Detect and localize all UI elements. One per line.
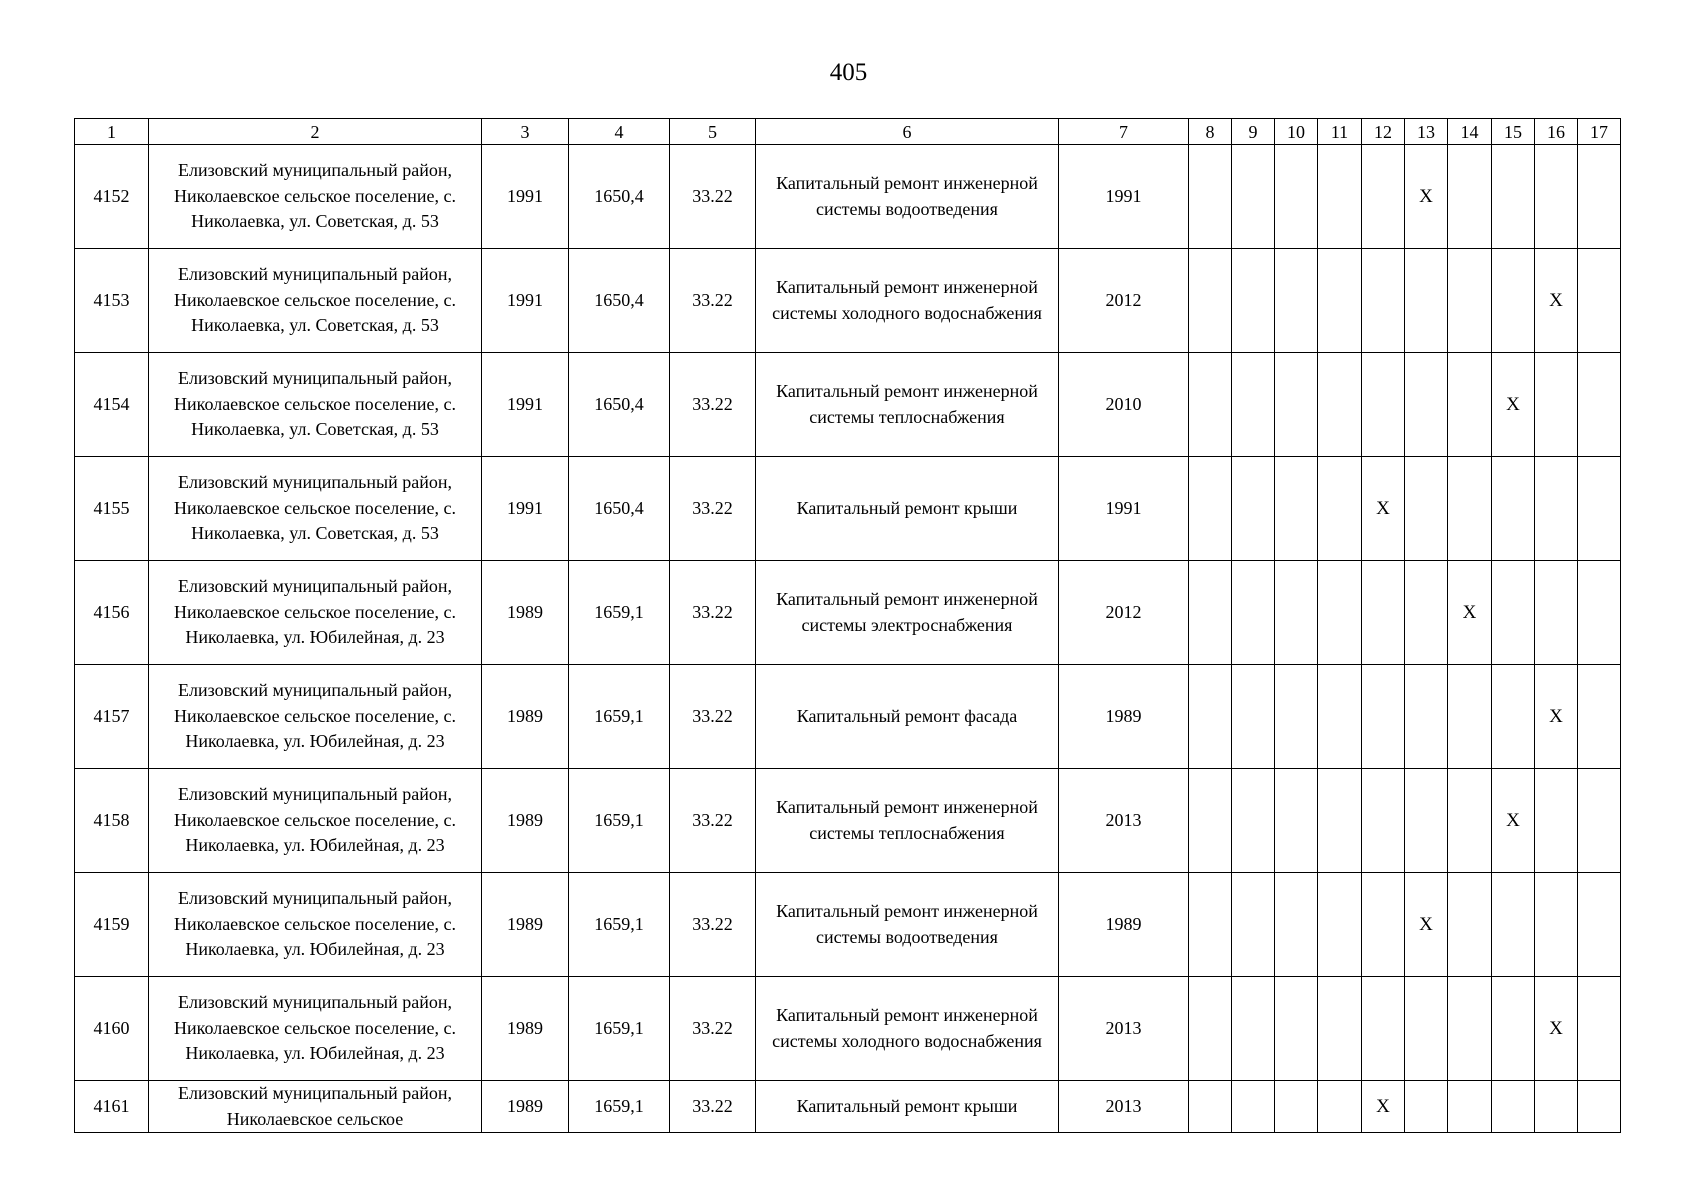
- mark-cell: X: [1448, 561, 1492, 665]
- mark-cell: X: [1535, 249, 1578, 353]
- year-built-cell: 1991: [482, 145, 569, 249]
- empty-cell-col-15: [1492, 977, 1535, 1081]
- empty-cell-col-17: [1578, 1081, 1621, 1133]
- column-header-7: 7: [1059, 119, 1189, 145]
- empty-cell-col-14: [1448, 145, 1492, 249]
- empty-cell-col-10: [1275, 665, 1318, 769]
- empty-cell-col-16: [1535, 561, 1578, 665]
- table-row: [75, 353, 1621, 457]
- work-type-cell: Капитальный ремонт инженерной системы холодного водоснабжения: [756, 249, 1059, 353]
- column-header-3: 3: [482, 119, 569, 145]
- empty-cell-col-15: [1492, 457, 1535, 561]
- work-type-cell: Капитальный ремонт крыши: [756, 457, 1059, 561]
- table-row: [75, 457, 1621, 561]
- empty-cell-col-9: [1232, 665, 1275, 769]
- empty-cell-col-16: [1535, 457, 1578, 561]
- column-header-9: 9: [1232, 119, 1275, 145]
- work-type-cell: Капитальный ремонт инженерной системы холодного водоснабжения: [756, 977, 1059, 1081]
- empty-cell-col-9: [1232, 249, 1275, 353]
- empty-cell-col-10: [1275, 977, 1318, 1081]
- area-cell: 1659,1: [569, 873, 670, 977]
- row-number-cell: 4156: [75, 561, 149, 665]
- empty-cell-col-9: [1232, 1081, 1275, 1133]
- empty-cell-col-10: [1275, 1081, 1318, 1133]
- empty-cell-col-15: [1492, 1081, 1535, 1133]
- code-cell: 33.22: [670, 769, 756, 873]
- code-cell: 33.22: [670, 1081, 756, 1133]
- empty-cell-col-17: [1578, 457, 1621, 561]
- column-header-6: 6: [756, 119, 1059, 145]
- empty-cell-col-17: [1578, 769, 1621, 873]
- year-built-cell: 1989: [482, 873, 569, 977]
- empty-cell-col-12: [1362, 873, 1405, 977]
- row-number-cell: 4161: [75, 1081, 149, 1133]
- year-built-cell: 1991: [482, 249, 569, 353]
- row-number-cell: 4160: [75, 977, 149, 1081]
- empty-cell-col-12: [1362, 769, 1405, 873]
- column-header-13: 13: [1405, 119, 1448, 145]
- work-type-cell: Капитальный ремонт фасада: [756, 665, 1059, 769]
- area-cell: 1650,4: [569, 249, 670, 353]
- empty-cell-col-15: [1492, 561, 1535, 665]
- work-type-cell: Капитальный ремонт инженерной системы теплоснабжения: [756, 769, 1059, 873]
- empty-cell-col-10: [1275, 249, 1318, 353]
- empty-cell-col-14: [1448, 769, 1492, 873]
- empty-cell-col-17: [1578, 145, 1621, 249]
- work-type-cell: Капитальный ремонт крыши: [756, 1081, 1059, 1133]
- year-built-cell: 1989: [482, 769, 569, 873]
- code-cell: 33.22: [670, 145, 756, 249]
- empty-cell-col-8: [1189, 977, 1232, 1081]
- address-cell: Елизовский муниципальный район, Николаевское сельское поселение, с. Николаевка, ул. Юбилейная, д. 23: [149, 769, 482, 873]
- table-row: [75, 873, 1621, 977]
- empty-cell-col-17: [1578, 873, 1621, 977]
- empty-cell-col-16: [1535, 353, 1578, 457]
- empty-cell-col-17: [1578, 249, 1621, 353]
- planned-year-cell: 1989: [1059, 873, 1189, 977]
- empty-cell-col-16: [1535, 873, 1578, 977]
- empty-cell-col-13: [1405, 561, 1448, 665]
- year-built-cell: 1991: [482, 353, 569, 457]
- empty-cell-col-14: [1448, 457, 1492, 561]
- planned-year-cell: 2010: [1059, 353, 1189, 457]
- column-header-1: 1: [75, 119, 149, 145]
- empty-cell-col-14: [1448, 977, 1492, 1081]
- area-cell: 1659,1: [569, 1081, 670, 1133]
- planned-year-cell: 1989: [1059, 665, 1189, 769]
- empty-cell-col-17: [1578, 977, 1621, 1081]
- empty-cell-col-13: [1405, 249, 1448, 353]
- empty-cell-col-15: [1492, 145, 1535, 249]
- empty-cell-col-14: [1448, 1081, 1492, 1133]
- area-cell: 1659,1: [569, 561, 670, 665]
- work-type-cell: Капитальный ремонт инженерной системы теплоснабжения: [756, 353, 1059, 457]
- mark-cell: X: [1405, 145, 1448, 249]
- empty-cell-col-8: [1189, 1081, 1232, 1133]
- empty-cell-col-9: [1232, 769, 1275, 873]
- column-header-11: 11: [1318, 119, 1362, 145]
- year-built-cell: 1991: [482, 457, 569, 561]
- empty-cell-col-11: [1318, 873, 1362, 977]
- code-cell: 33.22: [670, 249, 756, 353]
- column-header-16: 16: [1535, 119, 1578, 145]
- empty-cell-col-13: [1405, 353, 1448, 457]
- empty-cell-col-17: [1578, 561, 1621, 665]
- mark-cell: X: [1492, 769, 1535, 873]
- row-number-cell: 4157: [75, 665, 149, 769]
- mark-cell: X: [1535, 977, 1578, 1081]
- year-built-cell: 1989: [482, 977, 569, 1081]
- empty-cell-col-14: [1448, 665, 1492, 769]
- empty-cell-col-9: [1232, 353, 1275, 457]
- year-built-cell: 1989: [482, 561, 569, 665]
- column-header-2: 2: [149, 119, 482, 145]
- planned-year-cell: 2013: [1059, 1081, 1189, 1133]
- mark-cell: X: [1535, 665, 1578, 769]
- table-row: [75, 561, 1621, 665]
- empty-cell-col-8: [1189, 769, 1232, 873]
- empty-cell-col-14: [1448, 353, 1492, 457]
- mark-cell: X: [1362, 457, 1405, 561]
- empty-cell-col-12: [1362, 249, 1405, 353]
- empty-cell-col-8: [1189, 249, 1232, 353]
- address-cell: Елизовский муниципальный район, Николаевское сельское поселение, с. Николаевка, ул. Советская, д. 53: [149, 457, 482, 561]
- empty-cell-col-10: [1275, 457, 1318, 561]
- empty-cell-col-9: [1232, 145, 1275, 249]
- empty-cell-col-13: [1405, 769, 1448, 873]
- empty-cell-col-11: [1318, 249, 1362, 353]
- column-header-17: 17: [1578, 119, 1621, 145]
- empty-cell-col-11: [1318, 665, 1362, 769]
- empty-cell-col-10: [1275, 353, 1318, 457]
- address-cell: Елизовский муниципальный район, Николаевское сельское поселение, с. Николаевка, ул. Юбилейная, д. 23: [149, 873, 482, 977]
- empty-cell-col-11: [1318, 977, 1362, 1081]
- area-cell: 1659,1: [569, 977, 670, 1081]
- column-header-12: 12: [1362, 119, 1405, 145]
- address-cell: Елизовский муниципальный район, Николаевское сельское поселение, с. Николаевка, ул. Советская, д. 53: [149, 249, 482, 353]
- empty-cell-col-17: [1578, 665, 1621, 769]
- empty-cell-col-13: [1405, 1081, 1448, 1133]
- empty-cell-col-11: [1318, 1081, 1362, 1133]
- row-number-cell: 4159: [75, 873, 149, 977]
- header-row: [75, 119, 1621, 145]
- code-cell: 33.22: [670, 665, 756, 769]
- address-cell: Елизовский муниципальный район, Николаевское сельское: [149, 1081, 482, 1133]
- column-header-4: 4: [569, 119, 670, 145]
- column-header-10: 10: [1275, 119, 1318, 145]
- empty-cell-col-11: [1318, 353, 1362, 457]
- code-cell: 33.22: [670, 353, 756, 457]
- planned-year-cell: 2012: [1059, 249, 1189, 353]
- area-cell: 1650,4: [569, 353, 670, 457]
- address-cell: Елизовский муниципальный район, Николаевское сельское поселение, с. Николаевка, ул. Юбилейная, д. 23: [149, 977, 482, 1081]
- registry-table: [74, 118, 1621, 1133]
- empty-cell-col-16: [1535, 1081, 1578, 1133]
- empty-cell-col-9: [1232, 457, 1275, 561]
- row-number-cell: 4155: [75, 457, 149, 561]
- work-type-cell: Капитальный ремонт инженерной системы водоотведения: [756, 145, 1059, 249]
- table-row: [75, 249, 1621, 353]
- empty-cell-col-15: [1492, 873, 1535, 977]
- row-number-cell: 4158: [75, 769, 149, 873]
- planned-year-cell: 2012: [1059, 561, 1189, 665]
- mark-cell: X: [1405, 873, 1448, 977]
- empty-cell-col-11: [1318, 145, 1362, 249]
- address-cell: Елизовский муниципальный район, Николаевское сельское поселение, с. Николаевка, ул. Юбилейная, д. 23: [149, 665, 482, 769]
- work-type-cell: Капитальный ремонт инженерной системы водоотведения: [756, 873, 1059, 977]
- empty-cell-col-17: [1578, 353, 1621, 457]
- empty-cell-col-8: [1189, 561, 1232, 665]
- empty-cell-col-8: [1189, 353, 1232, 457]
- row-number-cell: 4154: [75, 353, 149, 457]
- address-cell: Елизовский муниципальный район, Николаевское сельское поселение, с. Николаевка, ул. Советская, д. 53: [149, 145, 482, 249]
- table-body: [75, 119, 1621, 1133]
- table-row: [75, 1081, 1621, 1133]
- area-cell: 1650,4: [569, 145, 670, 249]
- empty-cell-col-11: [1318, 457, 1362, 561]
- planned-year-cell: 1991: [1059, 145, 1189, 249]
- mark-cell: X: [1492, 353, 1535, 457]
- column-header-15: 15: [1492, 119, 1535, 145]
- empty-cell-col-9: [1232, 977, 1275, 1081]
- code-cell: 33.22: [670, 977, 756, 1081]
- empty-cell-col-8: [1189, 145, 1232, 249]
- empty-cell-col-12: [1362, 353, 1405, 457]
- year-built-cell: 1989: [482, 1081, 569, 1133]
- empty-cell-col-12: [1362, 145, 1405, 249]
- address-cell: Елизовский муниципальный район, Николаевское сельское поселение, с. Николаевка, ул. Советская, д. 53: [149, 353, 482, 457]
- empty-cell-col-10: [1275, 873, 1318, 977]
- table-row: [75, 665, 1621, 769]
- empty-cell-col-14: [1448, 249, 1492, 353]
- row-number-cell: 4152: [75, 145, 149, 249]
- empty-cell-col-8: [1189, 665, 1232, 769]
- empty-cell-col-14: [1448, 873, 1492, 977]
- area-cell: 1659,1: [569, 665, 670, 769]
- empty-cell-col-8: [1189, 873, 1232, 977]
- empty-cell-col-16: [1535, 769, 1578, 873]
- table-row: [75, 769, 1621, 873]
- code-cell: 33.22: [670, 561, 756, 665]
- page-number: 405: [829, 59, 868, 86]
- empty-cell-col-12: [1362, 977, 1405, 1081]
- empty-cell-col-10: [1275, 145, 1318, 249]
- empty-cell-col-10: [1275, 769, 1318, 873]
- empty-cell-col-16: [1535, 145, 1578, 249]
- empty-cell-col-13: [1405, 977, 1448, 1081]
- planned-year-cell: 2013: [1059, 977, 1189, 1081]
- empty-cell-col-12: [1362, 665, 1405, 769]
- column-header-14: 14: [1448, 119, 1492, 145]
- table-row: [75, 977, 1621, 1081]
- empty-cell-col-13: [1405, 665, 1448, 769]
- address-cell: Елизовский муниципальный район, Николаевское сельское поселение, с. Николаевка, ул. Юбилейная, д. 23: [149, 561, 482, 665]
- empty-cell-col-11: [1318, 561, 1362, 665]
- mark-cell: X: [1362, 1081, 1405, 1133]
- empty-cell-col-12: [1362, 561, 1405, 665]
- code-cell: 33.22: [670, 457, 756, 561]
- planned-year-cell: 1991: [1059, 457, 1189, 561]
- planned-year-cell: 2013: [1059, 769, 1189, 873]
- empty-cell-col-13: [1405, 457, 1448, 561]
- empty-cell-col-15: [1492, 249, 1535, 353]
- column-header-5: 5: [670, 119, 756, 145]
- year-built-cell: 1989: [482, 665, 569, 769]
- empty-cell-col-9: [1232, 873, 1275, 977]
- empty-cell-col-9: [1232, 561, 1275, 665]
- empty-cell-col-11: [1318, 769, 1362, 873]
- work-type-cell: Капитальный ремонт инженерной системы электроснабжения: [756, 561, 1059, 665]
- area-cell: 1659,1: [569, 769, 670, 873]
- empty-cell-col-8: [1189, 457, 1232, 561]
- table-row: [75, 145, 1621, 249]
- row-number-cell: 4153: [75, 249, 149, 353]
- area-cell: 1650,4: [569, 457, 670, 561]
- column-header-8: 8: [1189, 119, 1232, 145]
- code-cell: 33.22: [670, 873, 756, 977]
- empty-cell-col-10: [1275, 561, 1318, 665]
- empty-cell-col-15: [1492, 665, 1535, 769]
